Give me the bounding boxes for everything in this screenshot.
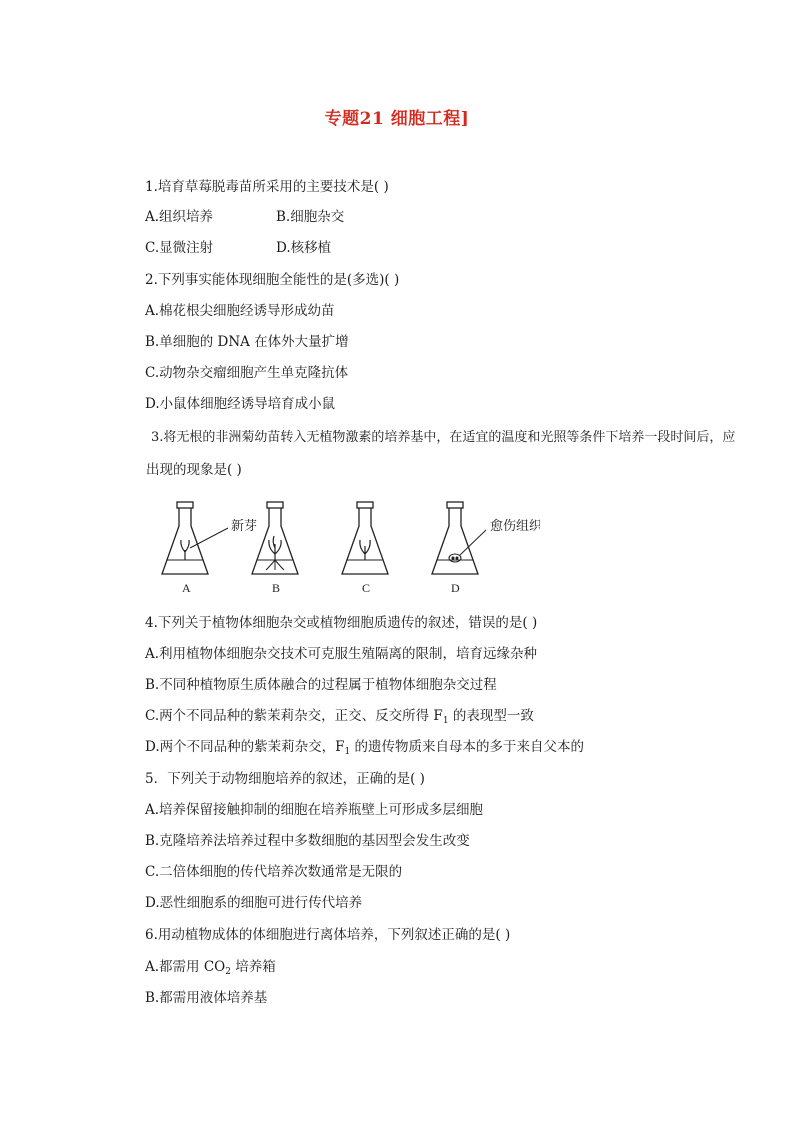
question-4-option-d-tail: 的遗传物质来自母本的多于来自父本的 <box>350 739 585 755</box>
subscript: 2 <box>225 967 231 977</box>
flask-label-d: D <box>451 581 460 595</box>
flask-c <box>342 502 388 574</box>
question-4-option-c-text: C.两个不同品种的紫茉莉杂交，正交、反交所得 F <box>145 708 443 724</box>
question-4-option-c-tail: 的表现型一致 <box>448 708 534 724</box>
subscript: 1 <box>442 716 449 726</box>
question-6-stem: 6.用动植物成体的体细胞进行离体培养，下列叙述正确的是( ) <box>145 927 511 943</box>
flask-diagram <box>160 500 540 600</box>
flask-figure <box>160 500 540 600</box>
question-1-stem: 1.培育草莓脱毒苗所采用的主要技术是( ) <box>145 179 389 195</box>
question-1-option-c: C.显微注射 <box>145 240 214 256</box>
question-4-option-c <box>145 707 534 730</box>
question-1-option-a: A.组织培养 <box>145 209 214 225</box>
flask-b <box>252 502 298 574</box>
question-3-stem-line-1: 3.将无根的非洲菊幼苗转入无植物激素的培养基中，在适宜的温度和光照等条件下培养一段时间后，应 <box>151 430 736 445</box>
question-5-option-d: D.恶性细胞系的细胞可进行传代培养 <box>145 895 363 911</box>
question-1-option-d: D.核移植 <box>276 240 332 256</box>
flask-a <box>162 502 228 574</box>
question-6-option-a-text: A.都需用 CO <box>145 959 226 975</box>
question-6-option-b: B.都需用液体培养基 <box>145 990 268 1006</box>
flask-label-a: A <box>182 581 191 595</box>
question-6-option-a-tail: 培养箱 <box>230 959 276 975</box>
question-4-option-d <box>145 738 584 761</box>
question-6-option-a <box>145 958 276 981</box>
question-4-option-a: A.利用植物体细胞杂交技术可克服生殖隔离的限制，培育远缘杂种 <box>145 646 538 662</box>
label-new-bud: 新芽 <box>231 518 258 533</box>
question-5-option-b: B.克隆培养法培养过程中多数细胞的基因型会发生改变 <box>145 833 470 849</box>
question-2-stem: 2.下列事实能体现细胞全能性的是(多选)( ) <box>145 272 400 288</box>
label-callus: 愈伤组织 <box>490 518 540 533</box>
question-4-option-d-text: D.两个不同品种的紫茉莉杂交，F <box>145 739 345 755</box>
question-5-option-a: A.培养保留接触抑制的细胞在培养瓶壁上可形成多层细胞 <box>145 802 484 818</box>
flask-d <box>432 502 486 574</box>
question-5-option-c: C.二倍体细胞的传代培养次数通常是无限的 <box>145 864 403 880</box>
flask-label-c: C <box>362 581 371 595</box>
question-5-stem: 5．下列关于动物细胞培养的叙述，正确的是( ) <box>145 771 425 787</box>
question-2-option-c: C.动物杂交瘤细胞产生单克隆抗体 <box>145 365 349 381</box>
question-4-option-b: B.不同种植物原生质体融合的过程属于植物体细胞杂交过程 <box>145 677 497 693</box>
question-2-option-b: B.单细胞的 DNA 在体外大量扩增 <box>145 334 349 350</box>
question-1-option-b: B.细胞杂交 <box>276 209 345 225</box>
question-3-stem-line-2: 出现的现象是( ) <box>146 462 242 478</box>
question-4-stem: 4.下列关于植物体细胞杂交或植物细胞质遗传的叙述，错误的是( ) <box>145 615 538 631</box>
page-title: 专题21 细胞工程] <box>324 109 470 129</box>
question-2-option-a: A.棉花根尖细胞经诱导形成幼苗 <box>145 303 335 319</box>
flask-label-b: B <box>272 581 281 595</box>
subscript: 1 <box>344 747 351 757</box>
question-2-option-d: D.小鼠体细胞经诱导培育成小鼠 <box>145 396 336 412</box>
